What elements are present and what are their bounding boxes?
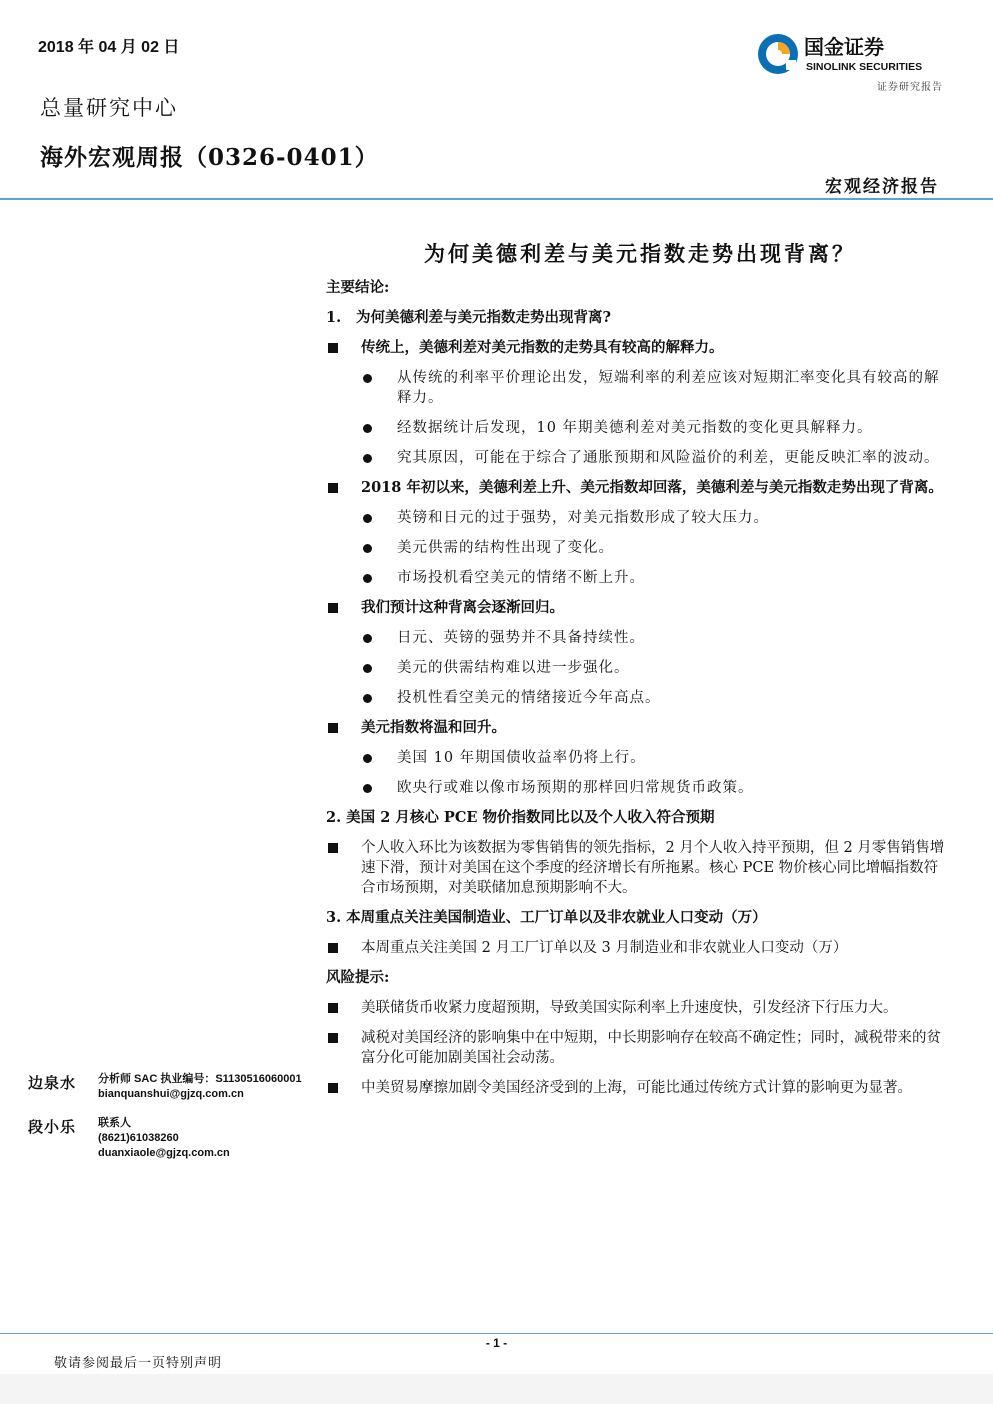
square-bullet-icon <box>328 943 338 953</box>
round-bullet-icon <box>363 424 372 433</box>
square-bullet-icon <box>328 603 338 613</box>
round-bullet-icon <box>363 574 372 583</box>
group-2-heading: 2018 年初以来，美德利差上升、美元指数却回落，美德利差与美元指数走势出现了背离。 <box>326 478 946 498</box>
round-bullet-icon <box>363 694 372 703</box>
list-item: 从传统的利率平价理论出发，短端利率的利差应该对短期汇率变化具有较高的解释力。 <box>326 368 946 408</box>
list-item: 日元、英镑的强势并不具备持续性。 <box>326 628 946 648</box>
section-2-heading: 2. 美国 2 月核心 PCE 物价指数同比以及个人收入符合预期 <box>326 809 715 826</box>
sinolink-logo <box>756 32 946 78</box>
round-bullet-icon <box>363 454 372 463</box>
authors-block <box>28 1072 318 1175</box>
square-bullet-icon <box>328 343 338 353</box>
list-item: 投机性看空美元的情绪接近今年高点。 <box>326 688 946 708</box>
section-1-title: 为何美德利差与美元指数走势出现背离? <box>356 309 611 326</box>
author-email: bianquanshui@gjzq.com.cn <box>98 1088 244 1100</box>
page-number: - 1 - <box>485 1336 508 1350</box>
risk-item: 美联储货币收紧力度超预期，导致美国实际利率上升速度快，引发经济下行压力大。 <box>326 998 946 1018</box>
group-3-heading: 我们预计这种背离会逐渐回归。 <box>326 598 946 618</box>
round-bullet-icon <box>363 374 372 383</box>
author-phone: (8621)61038260 <box>98 1132 179 1144</box>
author-credential: 分析师 SAC 执业编号：S1130516060001 <box>98 1073 302 1085</box>
report-type: 宏观经济报告 <box>825 177 939 197</box>
round-bullet-icon <box>363 784 372 793</box>
round-bullet-icon <box>363 664 372 673</box>
list-item: 究其原因，可能在于综合了通胀预期和风险溢价的利差，更能反映汇率的波动。 <box>326 448 946 468</box>
round-bullet-icon <box>363 634 372 643</box>
list-item: 美元供需的结构性出现了变化。 <box>326 538 946 558</box>
list-item: 美元的供需结构难以进一步强化。 <box>326 658 946 678</box>
report-name: 海外宏观周报（0326-0401） <box>40 144 379 171</box>
bottom-band <box>0 1374 993 1404</box>
round-bullet-icon <box>363 544 372 553</box>
author-name: 段小乐 <box>28 1118 77 1136</box>
author-role: 联系人 <box>98 1117 131 1129</box>
header-divider <box>0 198 993 200</box>
list-item: 欧央行或难以像市场预期的那样回归常规货币政策。 <box>326 778 946 798</box>
risk-item: 减税对美国经济的影响集中在中短期，中长期影响存在较高不确定性；同时，减税带来的贫富分化可能加剧美国社会动荡。 <box>326 1028 946 1068</box>
main-content <box>326 278 946 1108</box>
square-bullet-icon <box>328 1083 338 1093</box>
logo-subtitle: 证券研究报告 <box>877 82 943 93</box>
main-conclusions-label: 主要结论: <box>326 279 390 296</box>
svg-text:SINOLINK SECURITIES: SINOLINK SECURITIES <box>806 61 923 73</box>
round-bullet-icon <box>363 754 372 763</box>
list-item: 美国 10 年期国债收益率仍将上行。 <box>326 748 946 768</box>
list-item: 市场投机看空美元的情绪不断上升。 <box>326 568 946 588</box>
square-bullet-icon <box>328 843 338 853</box>
sinolink-logo-mark <box>756 32 946 78</box>
section-3-item: 本周重点关注美国 2 月工厂订单以及 3 月制造业和非农就业人口变动（万） <box>326 938 946 958</box>
risk-item: 中美贸易摩擦加剧令美国经济受到的上海，可能比通过传统方式计算的影响更为显著。 <box>326 1078 946 1098</box>
author-email: duanxiaole@gjzq.com.cn <box>98 1147 230 1159</box>
risk-heading: 风险提示: <box>326 969 390 986</box>
disclaimer-note: 敬请参阅最后一页特别声明 <box>54 1356 223 1371</box>
svg-text:国金证券: 国金证券 <box>804 35 884 59</box>
author-card <box>28 1116 318 1161</box>
list-item: 英镑和日元的过于强势，对美元指数形成了较大压力。 <box>326 508 946 528</box>
section-2-item: 个人收入环比为该数据为零售销售的领先指标，2 月个人收入持平预期，但 2 月零售销售增速下滑，预计对美国在这个季度的经济增长有所拖累。核心 PCE 物价核心同比增幅指数符合市场预期，对美联储加息预期影响不大。 <box>326 838 946 898</box>
section-1-heading <box>326 308 946 328</box>
section-3-heading: 3. 本周重点关注美国制造业、工厂订单以及非农就业人口变动（万） <box>326 909 767 926</box>
group-4-heading: 美元指数将温和回升。 <box>326 718 946 738</box>
round-bullet-icon <box>363 514 372 523</box>
square-bullet-icon <box>328 723 338 733</box>
author-name: 边泉水 <box>28 1074 77 1092</box>
section-1-number: 1. <box>326 309 342 326</box>
report-date: 2018 年 04 月 02 日 <box>38 39 180 56</box>
square-bullet-icon <box>328 1003 338 1013</box>
group-1-heading: 传统上，美德利差对美元指数的走势具有较高的解释力。 <box>326 338 946 358</box>
list-item: 经数据统计后发现，10 年期美德利差对美元指数的变化更具解释力。 <box>326 418 946 438</box>
square-bullet-icon <box>328 483 338 493</box>
footer-divider <box>0 1333 993 1334</box>
author-card <box>28 1072 318 1102</box>
report-title: 为何美德利差与美元指数走势出现背离？ <box>424 241 856 266</box>
research-center: 总量研究中心 <box>40 96 178 120</box>
square-bullet-icon <box>328 1033 338 1043</box>
